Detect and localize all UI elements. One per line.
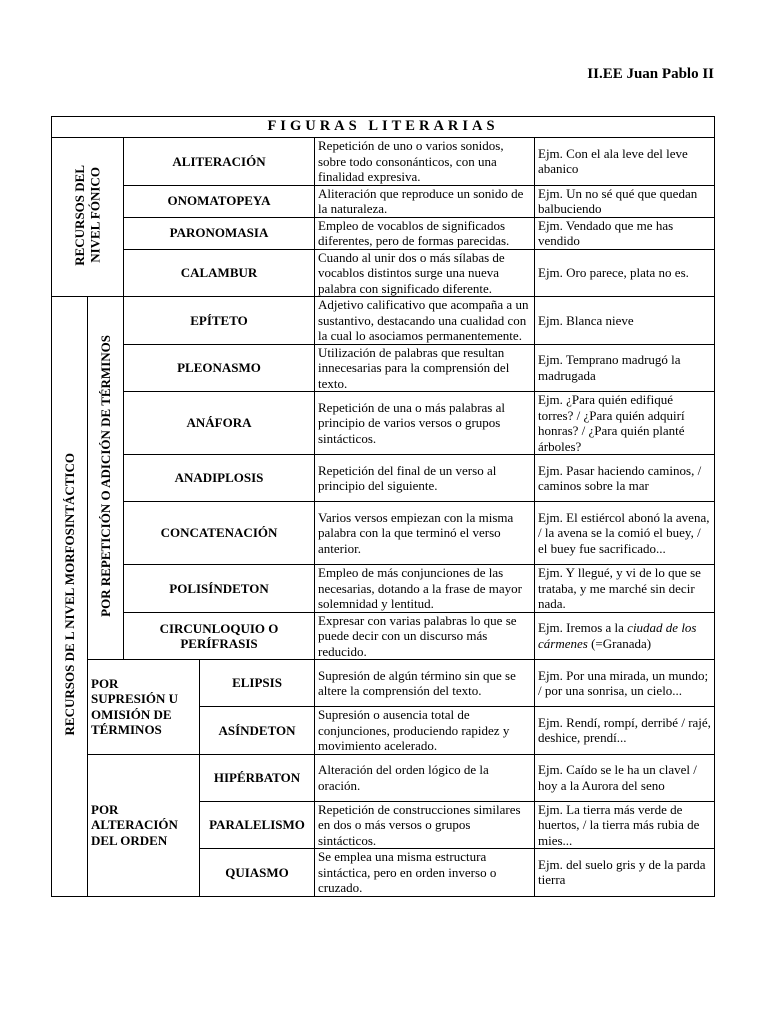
definition-cell: Alteración del orden lógico de la oración. <box>315 754 535 801</box>
section-adicion-label: POR REPETICIÓN O ADICIÓN DE TÉRMINOS <box>97 335 113 618</box>
definition-cell: Expresar con varias palabras lo que se puede decir con un discurso más reducido. <box>315 612 535 660</box>
example-cell: Ejm. Un no sé qué que quedan balbuciendo <box>535 185 715 217</box>
term-cell: PARONOMASIA <box>124 217 315 249</box>
term-cell: POLISÍNDETON <box>124 565 315 613</box>
term-cell: QUIASMO <box>200 849 315 897</box>
section-morfosintactico <box>52 297 88 897</box>
definition-cell: Utilización de palabras que resultan innecesarias para la comprensión del texto. <box>315 344 535 392</box>
definition-cell: Repetición de uno o varios sonidos, sobre todo consonánticos, con una finalidad expresiva. <box>315 138 535 186</box>
term-cell: CIRCUNLOQUIO O PERÍFRASIS <box>124 612 315 660</box>
section-morfosintactico-label: RECURSOS DE L NIVEL MORFOSINTÁCTICO <box>61 453 77 736</box>
example-cell: Ejm. Blanca nieve <box>535 297 715 345</box>
definition-cell: Adjetivo calificativo que acompaña a un sustantivo, destacando una cualidad con la cual lo asociamos permanentemente. <box>315 297 535 345</box>
school-name: II.EE Juan Pablo II <box>587 66 714 82</box>
definition-cell: Supresión de algún término sin que se altere la comprensión del texto. <box>315 660 535 707</box>
definition-cell: Varios versos empiezan con la misma palabra con la que terminó el verso anterior. <box>315 502 535 565</box>
definition-cell: Se emplea una misma estructura sintáctica, pero en orden inverso o cruzado. <box>315 849 535 897</box>
section-fonico <box>52 138 124 297</box>
example-cell: Ejm. Y llegué, y vi de lo que se trataba, y me marché sin decir nada. <box>535 565 715 613</box>
definition-cell: Supresión o ausencia total de conjunciones, produciendo rapidez y movimiento acelerado. <box>315 707 535 755</box>
section-supresion: POR SUPRESIÓN U OMISIÓN DE TÉRMINOS <box>88 660 200 755</box>
term-cell: HIPÉRBATON <box>200 754 315 801</box>
example-cell: Ejm. Vendado que me has vendido <box>535 217 715 249</box>
example-text-end: (=Granada) <box>587 635 652 651</box>
example-cell: Ejm. Con el ala leve del leve abanico <box>535 138 715 186</box>
definition-cell: Empleo de más conjunciones de las necesarias, dotando a la frase de mayor solemnidad y lentitud. <box>315 565 535 613</box>
term-cell: ANÁFORA <box>124 392 315 455</box>
section-fonico-line2: NIVEL FÓNICO <box>87 167 103 264</box>
definition-cell: Repetición del final de un verso al principio del siguiente. <box>315 455 535 502</box>
example-cell: Ejm. El estiércol abonó la avena, / la avena se la comió el buey, / el buey fue sacrificado... <box>535 502 715 565</box>
example-cell: Ejm. Temprano madrugó la madrugada <box>535 344 715 392</box>
definition-cell: Aliteración que reproduce un sonido de la naturaleza. <box>315 185 535 217</box>
term-cell: ELIPSIS <box>200 660 315 707</box>
table-title: FIGURAS LITERARIAS <box>52 117 715 138</box>
section-adicion <box>88 297 124 660</box>
example-cell: Ejm. Rendí, rompí, derribé / rajé, deshice, prendí... <box>535 707 715 755</box>
example-cell: Ejm. Por una mirada, un mundo; / por una sonrisa, un cielo... <box>535 660 715 707</box>
example-text: Ejm. Iremos a la <box>538 620 628 636</box>
definition-cell: Empleo de vocablos de significados diferentes, pero de formas parecidas. <box>315 217 535 249</box>
example-cell <box>535 612 715 660</box>
term-cell: ONOMATOPEYA <box>124 185 315 217</box>
example-cell: Ejm. Pasar haciendo caminos, / caminos sobre la mar <box>535 455 715 502</box>
term-cell: PLEONASMO <box>124 344 315 392</box>
example-cell: Ejm. Caído se le ha un clavel / hoy a la Aurora del seno <box>535 754 715 801</box>
term-cell: ASÍNDETON <box>200 707 315 755</box>
term-cell: CALAMBUR <box>124 249 315 297</box>
example-cell: Ejm. La tierra más verde de huertos, / la tierra más rubia de mies... <box>535 801 715 849</box>
definition-cell: Cuando al unir dos o más sílabas de vocablos distintos surge una nueva palabra con significado diferente. <box>315 249 535 297</box>
literary-figures-table <box>51 116 715 897</box>
example-cell: Ejm. Oro parece, plata no es. <box>535 249 715 297</box>
term-cell: PARALELISMO <box>200 801 315 849</box>
section-alteracion: POR ALTERACIÓN DEL ORDEN <box>88 754 200 896</box>
term-cell: ALITERACIÓN <box>124 138 315 186</box>
term-cell: ANADIPLOSIS <box>124 455 315 502</box>
example-italic-text: ciudad de los cármenes <box>538 620 697 651</box>
definition-cell: Repetición de construcciones similares en dos o más versos o grupos sintácticos. <box>315 801 535 849</box>
section-fonico-line1: RECURSOS DEL <box>72 164 87 266</box>
example-cell: Ejm. ¿Para quién edifiqué torres? / ¿Para quién adquirí honras? / ¿Para quién planté árboles? <box>535 392 715 455</box>
term-cell: CONCATENACIÓN <box>124 502 315 565</box>
example-cell: Ejm. del suelo gris y de la parda tierra <box>535 849 715 897</box>
term-cell: EPÍTETO <box>124 297 315 345</box>
definition-cell: Repetición de una o más palabras al principio de varios versos o grupos sintácticos. <box>315 392 535 455</box>
